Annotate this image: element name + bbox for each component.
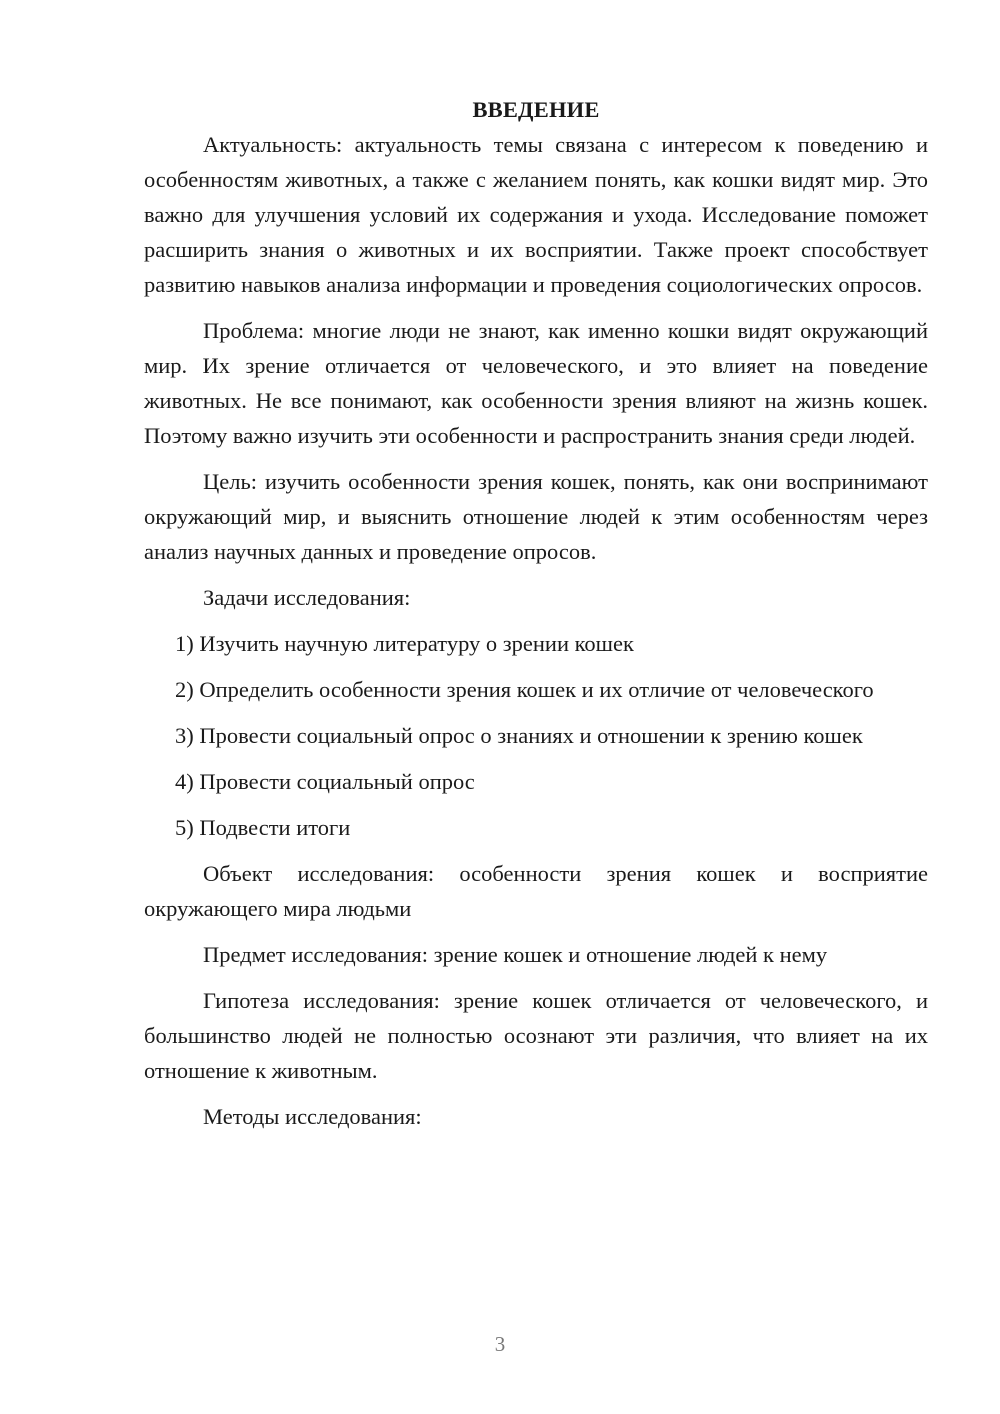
paragraph-relevance: Актуальность: актуальность темы связана с интересом к поведению и особенностям животных, а также с желанием понять, как кошки видят мир. Это важно для улучшения условий их содержания и ухода. Исследование поможет расширить знания о животных и их восприятии. Также проект способствует развитию навыков анализа информации и проведения социологических опросов. xyxy=(144,132,928,297)
task-item-4: 4) Провести социальный опрос xyxy=(175,769,475,794)
page-number: 3 xyxy=(494,1332,506,1356)
section-title: ВВЕДЕНИЕ xyxy=(472,97,600,122)
paragraph-object: Объект исследования: особенности зрения кошек и восприятие окружающего мира людьми xyxy=(144,861,928,921)
paragraph-hypothesis: Гипотеза исследования: зрение кошек отличается от человеческого, и большинство людей не полностью осознают эти различия, что влияет на их отношение к животным. xyxy=(144,988,928,1083)
task-item-1: 1) Изучить научную литературу о зрении кошек xyxy=(175,631,634,656)
document-page xyxy=(144,92,928,1134)
task-item-3: 3) Провести социальный опрос о знаниях и отношении к зрению кошек xyxy=(175,723,863,748)
paragraph-tasks-heading: Задачи исследования: xyxy=(203,585,411,610)
task-item-5: 5) Подвести итоги xyxy=(175,815,351,840)
paragraph-goal: Цель: изучить особенности зрения кошек, понять, как они воспринимают окружающий мир, и выяснить отношение людей к этим особенностям через анализ научных данных и проведение опросов. xyxy=(144,469,928,564)
paragraph-methods: Методы исследования: xyxy=(203,1104,422,1129)
paragraph-subject: Предмет исследования: зрение кошек и отношение людей к нему xyxy=(203,942,828,967)
task-item-2: 2) Определить особенности зрения кошек и их отличие от человеческого xyxy=(175,677,874,702)
paragraph-problem: Проблема: многие люди не знают, как именно кошки видят окружающий мир. Их зрение отличается от человеческого, и это влияет на поведение животных. Не все понимают, как особенности зрения влияют на жизнь кошек. Поэтому важно изучить эти особенности и распространить знания среди людей. xyxy=(144,318,928,448)
